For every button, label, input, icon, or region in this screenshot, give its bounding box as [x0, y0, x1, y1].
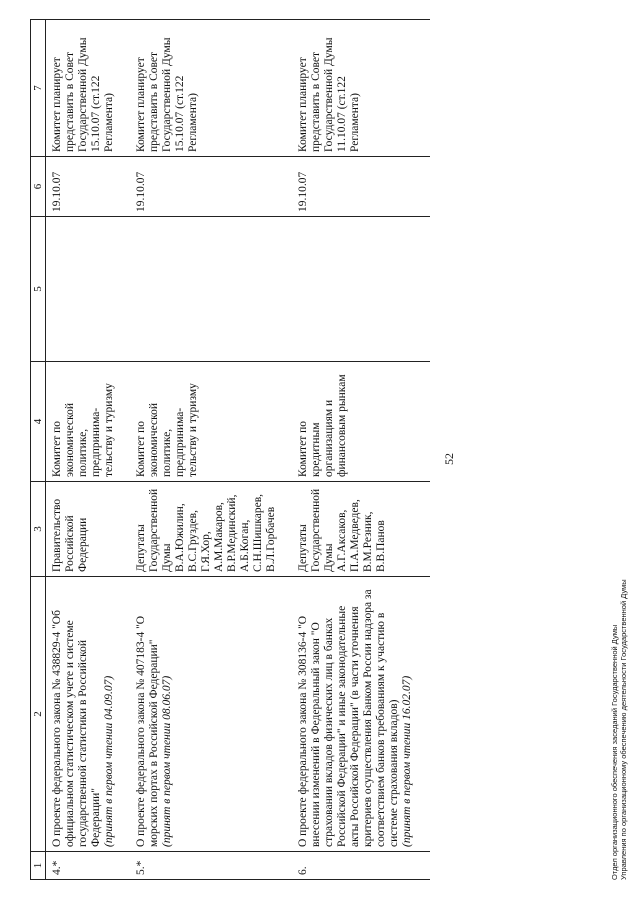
column-5-cell	[46, 217, 133, 362]
bill-title: О проекте федерального закона № 308136-4 "О внесении изменений в Федеральный закон "О страховании вкладов физических лиц в банках Российской Федерации" и иные законодательные акты Российской Федерации" (в части уточнения критериев осуществления Банком России надзора за соответствием банков требованиям к участию в системе страхования вкладов)	[297, 589, 400, 847]
header-cell: 4	[31, 362, 46, 482]
header-cell: 1	[31, 852, 46, 880]
action-cell: Комитет планирует представить в Совет Государственной Думы 15.10.07 (ст.122 Регламента)	[132, 20, 294, 157]
header-cell: 7	[31, 20, 46, 157]
column-5-cell	[132, 217, 294, 362]
bill-reading-note: (принят в первом чтении 08.06.07)	[161, 675, 173, 847]
column-5-cell	[294, 217, 430, 362]
bill-title: О проекте федерального закона № 438829-4 "Об официальном статистическом учете и системе государственной статистики в Российской Федерации"	[51, 610, 102, 847]
bill-cell	[294, 577, 430, 852]
bill-reading-note: (принят в первом чтении 04.09.07)	[103, 675, 115, 847]
footer	[610, 579, 628, 880]
bill-cell	[46, 577, 133, 852]
action-cell: Комитет планирует представить в Совет Государственной Думы 15.10.07 (ст.122 Регламента)	[46, 20, 133, 157]
row-number: 6.	[294, 852, 430, 880]
table-row	[132, 20, 294, 880]
committee-cell: Комитет по экономической политике, предпринима-тельству и туризму	[46, 362, 133, 482]
bill-title: О проекте федерального закона № 407183-4 "О морских портах в Российской Федерации"	[135, 615, 160, 847]
table-row	[294, 20, 430, 880]
row-number: 5.*	[132, 852, 294, 880]
bill-cell	[132, 577, 294, 852]
action-cell: Комитет планирует представить в Совет Государственной Думы 11.10.07 (ст.122 Регламента)	[294, 20, 430, 157]
initiator-cell: Депутаты Государственной Думы А.Г.Аксаков, П.А.Медведев, В.М.Резник, В.В.Панов	[294, 482, 430, 577]
initiator-cell: Правительство Российской Федерации	[46, 482, 133, 577]
page-number: 52	[442, 453, 456, 465]
footer-line-1: Отдел организационного обеспечения заседаний Государственной Думы	[610, 624, 619, 880]
header-cell: 3	[31, 482, 46, 577]
footer-line-2: Управления по организационному обеспечению деятельности Государственной Думы	[619, 579, 628, 880]
header-cell: 6	[31, 157, 46, 217]
table-row	[46, 20, 133, 880]
date-cell: 19.10.07	[132, 157, 294, 217]
date-cell: 19.10.07	[294, 157, 430, 217]
bill-reading-note: (принят в первом чтении 16.02.07)	[401, 675, 413, 847]
header-cell: 2	[31, 577, 46, 852]
committee-cell: Комитет по экономической политике, предпринима-тельству и туризму	[132, 362, 294, 482]
header-row	[31, 20, 46, 880]
initiator-cell: Депутаты Государственной Думы В.А.Южилин, В.С.Груздев, Г.Я.Хор, А.М.Макаров, В.Р.Мединский, А.Б.Коган, С.Н.Шишкарев, В.Л.Горбачев	[132, 482, 294, 577]
agenda-table	[30, 19, 430, 880]
header-cell: 5	[31, 217, 46, 362]
date-cell: 19.10.07	[46, 157, 133, 217]
row-number: 4.*	[46, 852, 133, 880]
committee-cell: Комитет по кредитным организациям и финансовым рынкам	[294, 362, 430, 482]
